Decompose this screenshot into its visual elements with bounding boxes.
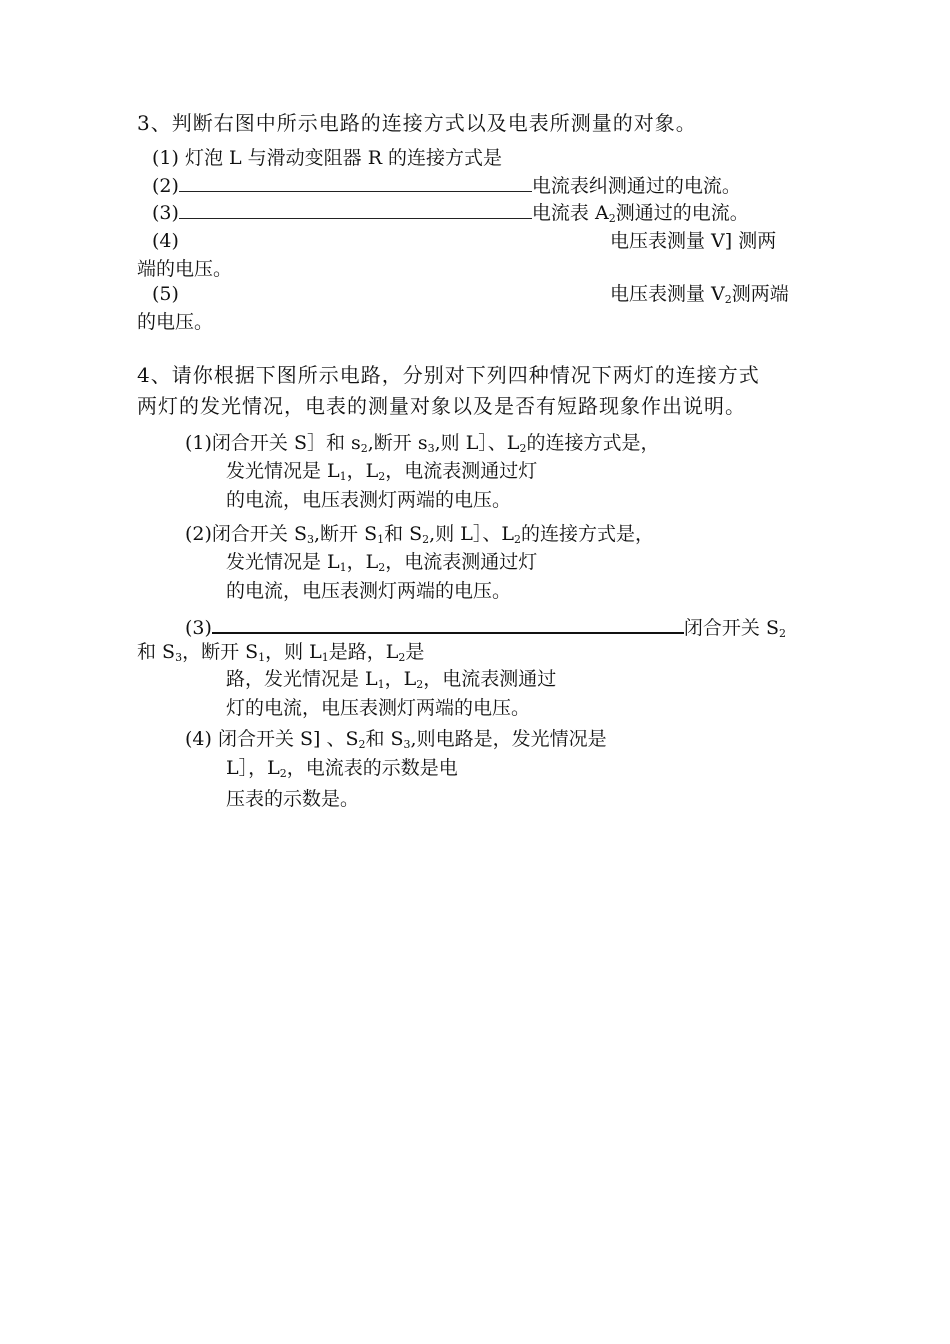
q4-p3-b-s1: 1 [258,651,266,664]
q4-p3-c1: 路，发光情况是 L [226,668,378,690]
q4-p4-b1: L］，L [226,757,280,779]
q4-p3-line-a [185,614,786,641]
q4-p3-b-l1: 1 [321,651,329,664]
q3-line-5-num: (5) [152,283,179,305]
q4-p1-line-c: 的电流，电压表测灯两端的电压。 [226,489,512,511]
q3-line-3-blank[interactable] [179,200,532,219]
q4-p2-b2: ，L [346,551,379,573]
q4-p1-s3: 3 [427,442,435,455]
q4-p1-s2: 2 [360,442,368,455]
q3-line-4-num: (4) [152,230,179,252]
q4-p1-line-a [185,430,659,456]
q4-p1-line-b [226,458,537,484]
q3-line-2-blank[interactable] [179,173,532,192]
q4-p2-a5: 的连接方式是， [520,523,654,545]
q4-p2-l2: 2 [513,533,521,546]
q3-line-3-sub: 2 [608,212,616,225]
q3-line-5-text [610,281,789,307]
q3-line-4-text: 电压表测量 V] 测两 [610,230,777,252]
q3-line-2 [152,173,741,199]
q4-p2-line-a [185,521,654,547]
q4-p2-b1: 发光情况是 L [226,551,340,573]
q4-p1-b1: 发光情况是 L [226,460,340,482]
q4-p3-c-s2: 2 [416,678,424,691]
q4-p1-b-s2: 2 [378,470,386,483]
q4-p3-line-b [137,639,424,665]
q4-p3-a1: 闭合开关 S [683,617,779,639]
q3-line-5-cont: 的电压。 [137,311,214,333]
q4-p4-b-s2: 2 [279,767,287,780]
q4-p2-a4: ,则 L］、L [429,523,514,545]
q4-p3-b-l2: 2 [398,651,406,664]
q4-p1-a3: ,则 L］、L [434,432,520,454]
q3-line-3-text-b: 测通过的电流。 [615,202,749,224]
q3-line-3-text: 电流表 A [531,202,609,224]
q4-title-2: 两灯的发光情况，电表的测量对象以及是否有短路现象作出说明。 [137,394,746,418]
q3-line-2-num: (2) [152,175,179,197]
q3-line-2-text: 电流表纠测通过的电流。 [531,175,741,197]
q4-p3-b4: 是路，L [328,641,399,663]
q4-p1-a1: (1)闭合开关 S］和 s [185,432,361,454]
q3-line-1: (1) 灯泡 L 与滑动变阻器 R 的连接方式是 [152,147,503,169]
q4-p2-line-b [226,549,537,575]
q4-p4-s3: 3 [403,738,411,751]
q4-p4-b2: ，电流表的示数是电 [286,757,458,779]
q4-p2-s2: 2 [422,533,430,546]
q3-line-5-sub: 2 [724,293,732,306]
q4-p3-b3: ，则 L [265,641,322,663]
q4-p1-b2: ，L [346,460,379,482]
q3-line-5-text-b: 测两端 [731,283,789,305]
q4-p4-a3: ,则电路是，发光情况是 [410,728,607,750]
q4-p3-line-c [226,666,556,692]
q4-p3-b2: ，断开 S [182,641,259,663]
q4-p2-b3: ，电流表测通过灯 [385,551,538,573]
q4-p2-b-s2: 2 [378,561,386,574]
q4-p3-blank[interactable] [212,614,684,634]
q4-p4-a1: (4) 闭合开关 S] 、S [185,728,359,750]
q3-line-3 [152,200,749,226]
q3-title: 3、判断右图中所示电路的连接方式以及电表所测量的对象。 [137,111,697,135]
q4-p3-c2: ，L [384,668,417,690]
q4-p2-s1: 1 [377,533,385,546]
q4-p3-b5: 是 [405,641,425,663]
q4-p2-a3: 和 S [384,523,423,545]
q4-p2-s3: 3 [306,533,314,546]
q4-p2-line-c: 的电流，电压表测灯两端的电压。 [226,580,512,602]
q4-p1-b-s1: 1 [339,470,347,483]
q4-p3-b1: 和 S [137,641,176,663]
q4-p4-s2: 2 [358,738,366,751]
q4-p2-a2: ,断开 S [313,523,378,545]
q4-p4-a2: 和 S [365,728,404,750]
q4-p3-a-s2: 2 [778,627,786,640]
q4-title-1: 4、请你根据下图所示电路，分别对下列四种情况下两灯的连接方式 [137,363,760,387]
q4-p4-line-a [185,726,607,752]
q3-line-4-cont: 端的电压。 [137,258,233,280]
q4-p3-c-s1: 1 [377,678,385,691]
q4-p3-line-d: 灯的电流，电压表测灯两端的电压。 [226,697,531,719]
q4-p2-b-s1: 1 [339,561,347,574]
q4-p3-num: (3) [185,617,212,639]
q4-p1-l2: 2 [519,442,527,455]
q4-p1-a2: ,断开 s [367,432,428,454]
q4-p1-a4: 的连接方式是， [526,432,660,454]
q4-p2-a1: (2)闭合开关 S [185,523,307,545]
q4-p3-c3: ，电流表测通过 [423,668,557,690]
q4-p3-b-s3: 3 [175,651,183,664]
q4-p4-line-b [226,755,458,781]
q4-p4-line-c: 压表的示数是。 [226,788,360,810]
q3-line-3-num: (3) [152,202,179,224]
q3-line-5-text-a: 电压表测量 V [610,283,725,305]
q4-p1-b3: ，电流表测通过灯 [385,460,538,482]
